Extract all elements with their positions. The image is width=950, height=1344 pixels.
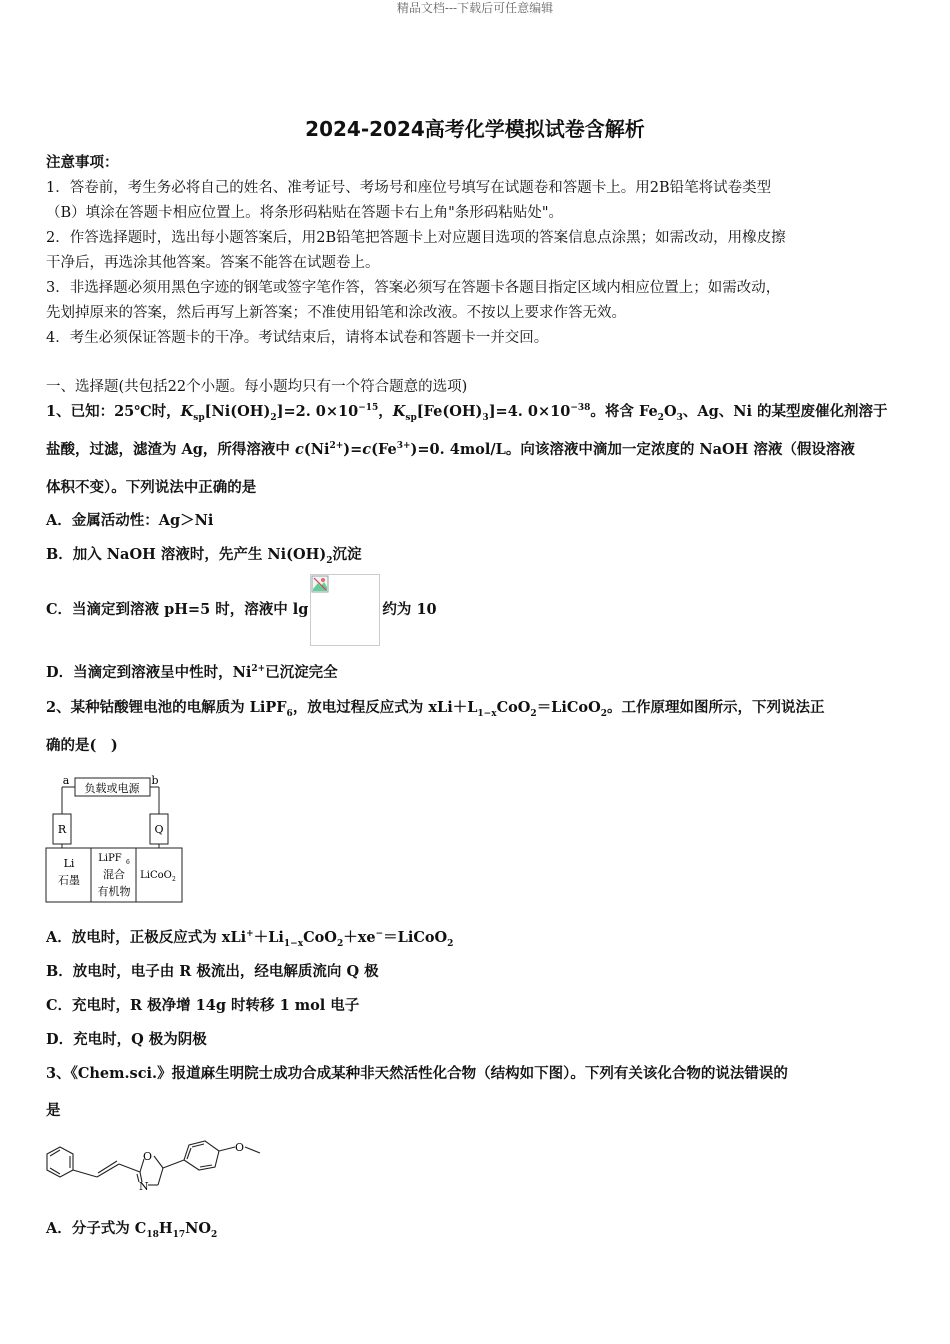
notice-heading: 注意事项： [46,154,119,171]
load-label: 负载或电源 [84,782,140,795]
notice-item-1a: 1．答卷前，考生务必将自己的姓名、准考证号、考场号和座位号填写在试题卷和答题卡上。用2B铅笔将试卷类型 [46,180,772,196]
page-title: 2024-2024高考化学模拟试卷含解析 [305,117,645,141]
q2-line-1: 2、某种钴酸锂电池的电解质为 LiPF$_6$，放电过程反应式为 $xLi+L_{1-x}CoO_2=LiCoO_2$。工作原理如图所示，下列说法正 [46,699,825,719]
licoo-subscript: 2 [172,876,176,883]
q1-option-c: C．当滴定到溶液 pH=5 时，溶液中 lg 约为 10 [46,574,906,646]
q1-line-2: 盐酸，过滤，滤渣为 Ag，所得溶液中 $c(Ni^{2+})=c(Fe^{3+})=0$. 4mol/L。向该溶液中滴加一定浓度的 NaOH 溶液（假设溶液 [46,441,855,458]
li-label: Li [63,857,75,870]
q2-line-2: 确的是( ) [46,737,118,754]
q2-option-a: A．放电时，正极反应式为 $xLi^++Li_{1-x}CoO_2+xe^-=LiCoO_2$ [46,929,454,949]
graphite-label: 石墨 [58,874,80,887]
q1-option-b: B．加入 NaOH 溶液时，先产生 $Ni(OH)_2$沉淀 [46,546,362,566]
notice-item-1b: （B）填涂在答题卡相应位置上。将条形码粘贴在答题卡右上角"条形码粘贴处"。 [46,205,563,221]
organic-label: 有机物 [97,885,131,898]
atom-nitrogen: N [139,1180,149,1193]
q3-line-2: 是 [46,1102,61,1119]
terminal-b-label: b [151,774,159,787]
q2-option-d: D．充电时，Q 极为阴极 [46,1031,207,1048]
mix-label: 混合 [103,868,125,881]
q2-option-b: B．放电时，电子由 R 极流出，经电解质流向 Q 极 [46,963,379,980]
electrode-r-label: R [57,823,67,836]
notice-item-2b: 干净后，再选涂其他答案。答案不能答在试题卷上。 [46,255,380,271]
notice-item-4: 4．考生必须保证答题卡的干净。考试结束后，请将本试卷和答题卡一并交回。 [46,330,549,346]
section-heading: 一、选择题(共包括22个小题。每小题均只有一个符合题意的选项) [46,379,468,395]
q2-option-c: C．充电时，R 极净增 14g 时转移 1 mol 电子 [46,997,360,1014]
lipf-subscript: 6 [126,859,130,866]
electrode-q-label: Q [154,823,164,836]
battery-diagram [44,770,186,904]
molecule-structure [42,1132,266,1204]
lipf-label: LiPF [98,853,122,864]
terminal-a-label: a [62,774,70,787]
atom-oxygen-ring: O [143,1150,153,1163]
page-header-note: 精品文档---下载后可任意编辑 [396,1,554,15]
q1-option-a: A．金属活动性：Ag＞Ni [46,512,214,529]
broken-image-placeholder [310,574,380,646]
q3-line-1: 3、《Chem.sci.》报道麻生明院士成功合成某种非天然活性化合物（结构如下图）。下列有关该化合物的说法错误的 [46,1065,788,1082]
q1-line-3: 体积不变）。下列说法中正确的是 [46,479,257,496]
atom-oxygen-methoxy: O [235,1141,245,1154]
notice-item-3a: 3．非选择题必须用黑色字迹的钢笔或签字笔作答，答案必须写在答题卡各题目指定区域内相应位置上；如需改动， [46,280,781,296]
q3-option-a: A．分子式为 $C_{18}H_{17}NO_2$ [46,1220,218,1240]
q1-line-1: 1、已知：25℃时，$K_{sp}[Ni(OH)_2]=2$. $0\times 10^{-15}$，$K_{sp}[Fe(OH)_3]=4$. $0\times 10^{-38}$。将含 $Fe_2O_3$、Ag、Ni 的某型废催化剂溶于 [46,403,888,423]
notice-item-2a: 2．作答选择题时，选出每小题答案后，用2B铅笔把答题卡上对应题目选项的答案信息点涂黑；如需改动，用橡皮擦 [46,230,786,246]
broken-image-icon [311,575,329,593]
notice-item-3b: 先划掉原来的答案，然后再写上新答案；不准使用铅笔和涂改液。不按以上要求作答无效。 [46,305,626,321]
q1-option-d: D．当滴定到溶液呈中性时，$Ni^{2+}$已沉淀完全 [46,664,338,681]
licoo-label: LiCoO [140,870,172,881]
